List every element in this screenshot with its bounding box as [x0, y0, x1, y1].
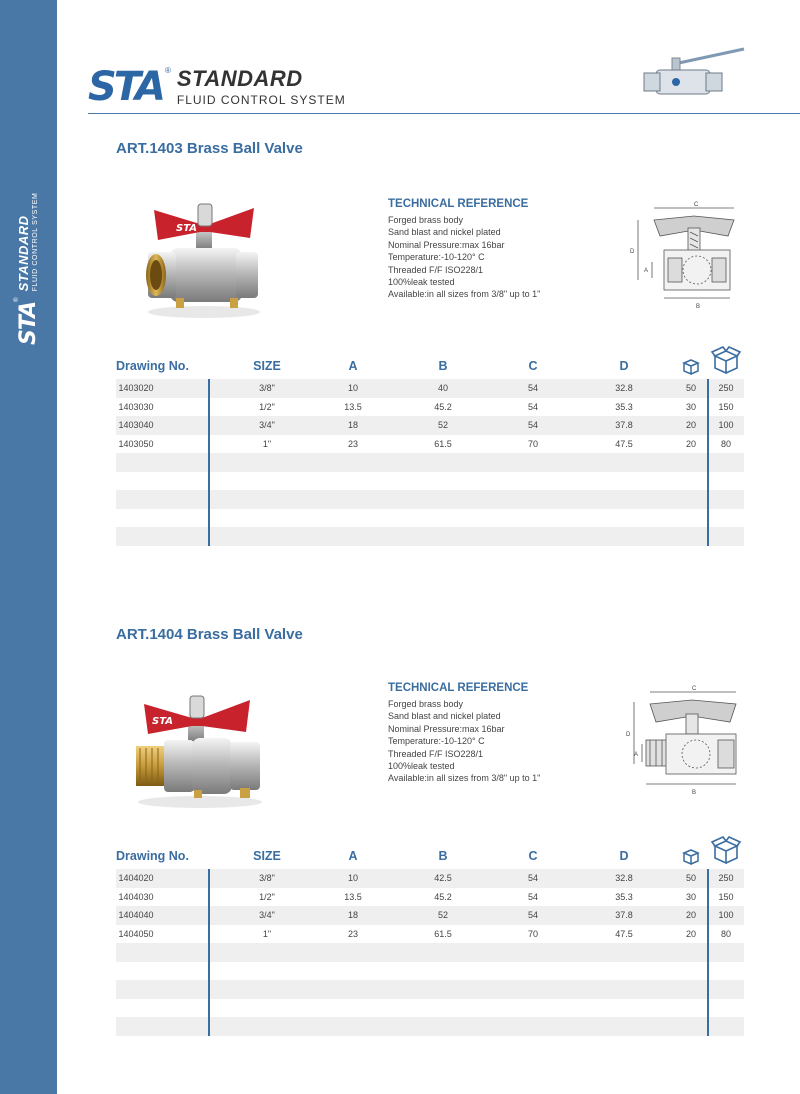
- spec-line: Available:in all sizes from 3/8" up to 1": [388, 289, 541, 300]
- cell-b: 42.5: [434, 873, 452, 883]
- spec-line: Sand blast and nickel plated: [388, 711, 501, 722]
- table-row-empty: [116, 980, 744, 999]
- spec-line: 100%leak tested: [388, 761, 455, 772]
- drawing-label-b: B: [696, 304, 701, 310]
- header-divider: [88, 113, 800, 114]
- cell-b: 45.2: [434, 891, 452, 902]
- cell-b: 61.5: [434, 928, 452, 939]
- col-b: B: [438, 359, 448, 373]
- cell-d: 32.8: [615, 383, 633, 393]
- cell-inner-qty: 20: [685, 928, 697, 939]
- cell-c: 70: [527, 438, 539, 449]
- col-d: D: [619, 849, 629, 863]
- col-c: C: [528, 359, 538, 373]
- table-row-empty: [116, 453, 744, 472]
- small-carton-icon: [681, 847, 701, 865]
- col-c: C: [528, 849, 538, 863]
- technical-reference: [388, 198, 628, 301]
- cell-d: 35.3: [615, 891, 633, 902]
- spec-line: 100%leak tested: [388, 277, 455, 288]
- cell-a: 23: [347, 438, 359, 449]
- cell-drawing-no: 1403030: [118, 401, 154, 412]
- sidebar-brand-tagline: FLUID CONTROL SYSTEM: [32, 192, 39, 292]
- table-row: [116, 925, 744, 944]
- spec-line: Threaded F/F ISO228/1: [388, 748, 484, 759]
- registered-mark: ®: [164, 66, 171, 75]
- cell-d: 32.8: [615, 873, 633, 883]
- col-drawing-no: Drawing No.: [116, 359, 189, 373]
- cell-outer-qty: 250: [718, 383, 734, 393]
- table-row: [116, 379, 744, 398]
- col-a: A: [348, 849, 358, 863]
- table-row-empty: [116, 472, 744, 491]
- table-row-empty: [116, 490, 744, 509]
- cell-outer-qty: 250: [718, 873, 734, 883]
- cell-b: 52: [437, 420, 449, 430]
- cell-b: 61.5: [434, 438, 452, 449]
- cell-c: 54: [527, 891, 539, 902]
- cell-a: 18: [347, 420, 359, 430]
- table-row: [116, 435, 744, 454]
- sidebar-logo-mark: STA: [15, 301, 41, 345]
- drawing-label-d: D: [626, 732, 631, 738]
- spec-line: Nominal Pressure:max 16bar: [388, 239, 505, 250]
- spec-line: Temperature:-10-120° C: [388, 736, 485, 747]
- spec-line: Available:in all sizes from 3/8" up to 1": [388, 773, 541, 784]
- size-table-1404: [116, 847, 744, 1036]
- column-divider: [707, 869, 709, 1036]
- logo-mark: STA: [88, 64, 163, 110]
- cell-d: 35.3: [615, 401, 633, 412]
- spec-line: Nominal Pressure:max 16bar: [388, 723, 505, 734]
- cell-outer-qty: 80: [720, 438, 732, 449]
- cell-outer-qty: 100: [718, 420, 734, 430]
- technical-drawing-1404: [620, 682, 750, 798]
- small-carton-icon: [681, 357, 701, 375]
- spec-line: Threaded F/F ISO228/1: [388, 264, 484, 275]
- sidebar-brand-name: STANDARD: [16, 215, 31, 292]
- cell-drawing-no: 1404050: [118, 928, 154, 939]
- drawing-label-d: D: [630, 249, 635, 255]
- large-carton-icon: [710, 346, 742, 376]
- large-carton-icon: [710, 836, 742, 866]
- cell-b: 52: [437, 910, 449, 920]
- drawing-label-a: A: [644, 268, 649, 274]
- cell-c: 54: [527, 401, 539, 412]
- table-row: [116, 398, 744, 417]
- spec-line: Sand blast and nickel plated: [388, 227, 501, 238]
- table-row: [116, 906, 744, 925]
- cell-inner-qty: 20: [685, 438, 697, 449]
- valve-photo-1403: [140, 200, 268, 320]
- cell-d: 37.8: [615, 420, 633, 430]
- cell-size: 3/4": [259, 910, 275, 920]
- cell-size: 1/2": [259, 891, 275, 902]
- technical-reference: [388, 682, 628, 785]
- cell-size: 1": [262, 438, 272, 449]
- technical-reference-heading: TECHNICAL REFERENCE: [388, 198, 529, 210]
- cell-b: 40: [437, 383, 449, 393]
- table-header: [116, 847, 744, 869]
- cell-drawing-no: 1404040: [118, 910, 154, 920]
- product-title: ART.1403 Brass Ball Valve: [116, 140, 303, 157]
- drawing-label-c: C: [694, 202, 699, 208]
- cell-a: 13.5: [344, 891, 362, 902]
- cell-outer-qty: 80: [720, 928, 732, 939]
- cell-c: 54: [527, 873, 539, 883]
- table-row-empty: [116, 509, 744, 528]
- cell-a: 23: [347, 928, 359, 939]
- brand-logo: [88, 64, 346, 110]
- col-size: SIZE: [253, 849, 281, 863]
- technical-drawing-1403: [624, 198, 750, 314]
- cell-inner-qty: 20: [685, 420, 697, 430]
- spec-line: Forged brass body: [388, 215, 464, 225]
- cell-inner-qty: 30: [685, 401, 697, 412]
- table-row-empty: [116, 943, 744, 962]
- cell-d: 47.5: [615, 928, 633, 939]
- cell-size: 1/2": [259, 401, 275, 412]
- brand-tagline: FLUID CONTROL SYSTEM: [176, 92, 346, 107]
- cell-c: 54: [527, 383, 539, 393]
- sidebar-registered-mark: ®: [14, 297, 20, 302]
- cell-outer-qty: 150: [718, 891, 734, 902]
- sidebar-brand: [6, 5, 50, 345]
- svg-text:STA: STA: [176, 223, 197, 234]
- cell-inner-qty: 50: [685, 383, 697, 393]
- cell-a: 18: [347, 910, 359, 920]
- table-row-empty: [116, 962, 744, 981]
- drawing-label-a: A: [634, 752, 639, 758]
- cell-a: 10: [347, 383, 359, 393]
- table-header: [116, 357, 744, 379]
- cell-c: 70: [527, 928, 539, 939]
- cell-b: 45.2: [434, 401, 452, 412]
- cell-size: 3/8": [259, 873, 275, 883]
- col-drawing-no: Drawing No.: [116, 849, 189, 863]
- col-b: B: [438, 849, 448, 863]
- col-size: SIZE: [253, 359, 281, 373]
- cell-c: 54: [527, 420, 539, 430]
- technical-reference-heading: TECHNICAL REFERENCE: [388, 682, 529, 694]
- cell-outer-qty: 150: [718, 401, 734, 412]
- column-divider: [208, 869, 210, 1036]
- cell-a: 10: [347, 873, 359, 883]
- table-row: [116, 869, 744, 888]
- cell-inner-qty: 20: [685, 910, 697, 920]
- table-row-empty: [116, 999, 744, 1018]
- header-valve-icon: [636, 44, 748, 106]
- cell-drawing-no: 1403040: [118, 420, 154, 430]
- cell-inner-qty: 50: [685, 873, 697, 883]
- column-divider: [208, 379, 210, 546]
- col-a: A: [348, 359, 358, 373]
- spec-line: Forged brass body: [388, 699, 464, 709]
- cell-size: 3/8": [259, 383, 275, 393]
- cell-inner-qty: 30: [685, 891, 697, 902]
- table-row: [116, 416, 744, 435]
- column-divider: [707, 379, 709, 546]
- table-row: [116, 888, 744, 907]
- cell-d: 47.5: [615, 438, 633, 449]
- sidebar: [0, 0, 57, 1094]
- svg-text:STA: STA: [152, 716, 173, 727]
- drawing-label-b: B: [692, 790, 697, 796]
- valve-photo-1404: [130, 690, 270, 810]
- spec-line: Temperature:-10-120° C: [388, 252, 485, 263]
- cell-a: 13.5: [344, 401, 362, 412]
- cell-size: 3/4": [259, 420, 275, 430]
- cell-drawing-no: 1404030: [118, 891, 154, 902]
- cell-outer-qty: 100: [718, 910, 734, 920]
- col-d: D: [619, 359, 629, 373]
- cell-c: 54: [527, 910, 539, 920]
- table-row-empty: [116, 527, 744, 546]
- drawing-label-c: C: [692, 686, 697, 692]
- cell-size: 1": [262, 928, 272, 939]
- brand-name: STANDARD: [176, 65, 303, 91]
- table-row-empty: [116, 1017, 744, 1036]
- product-title: ART.1404 Brass Ball Valve: [116, 626, 303, 643]
- cell-d: 37.8: [615, 910, 633, 920]
- size-table-1403: [116, 357, 744, 546]
- cell-drawing-no: 1404020: [118, 873, 154, 883]
- cell-drawing-no: 1403050: [118, 438, 154, 449]
- cell-drawing-no: 1403020: [118, 383, 154, 393]
